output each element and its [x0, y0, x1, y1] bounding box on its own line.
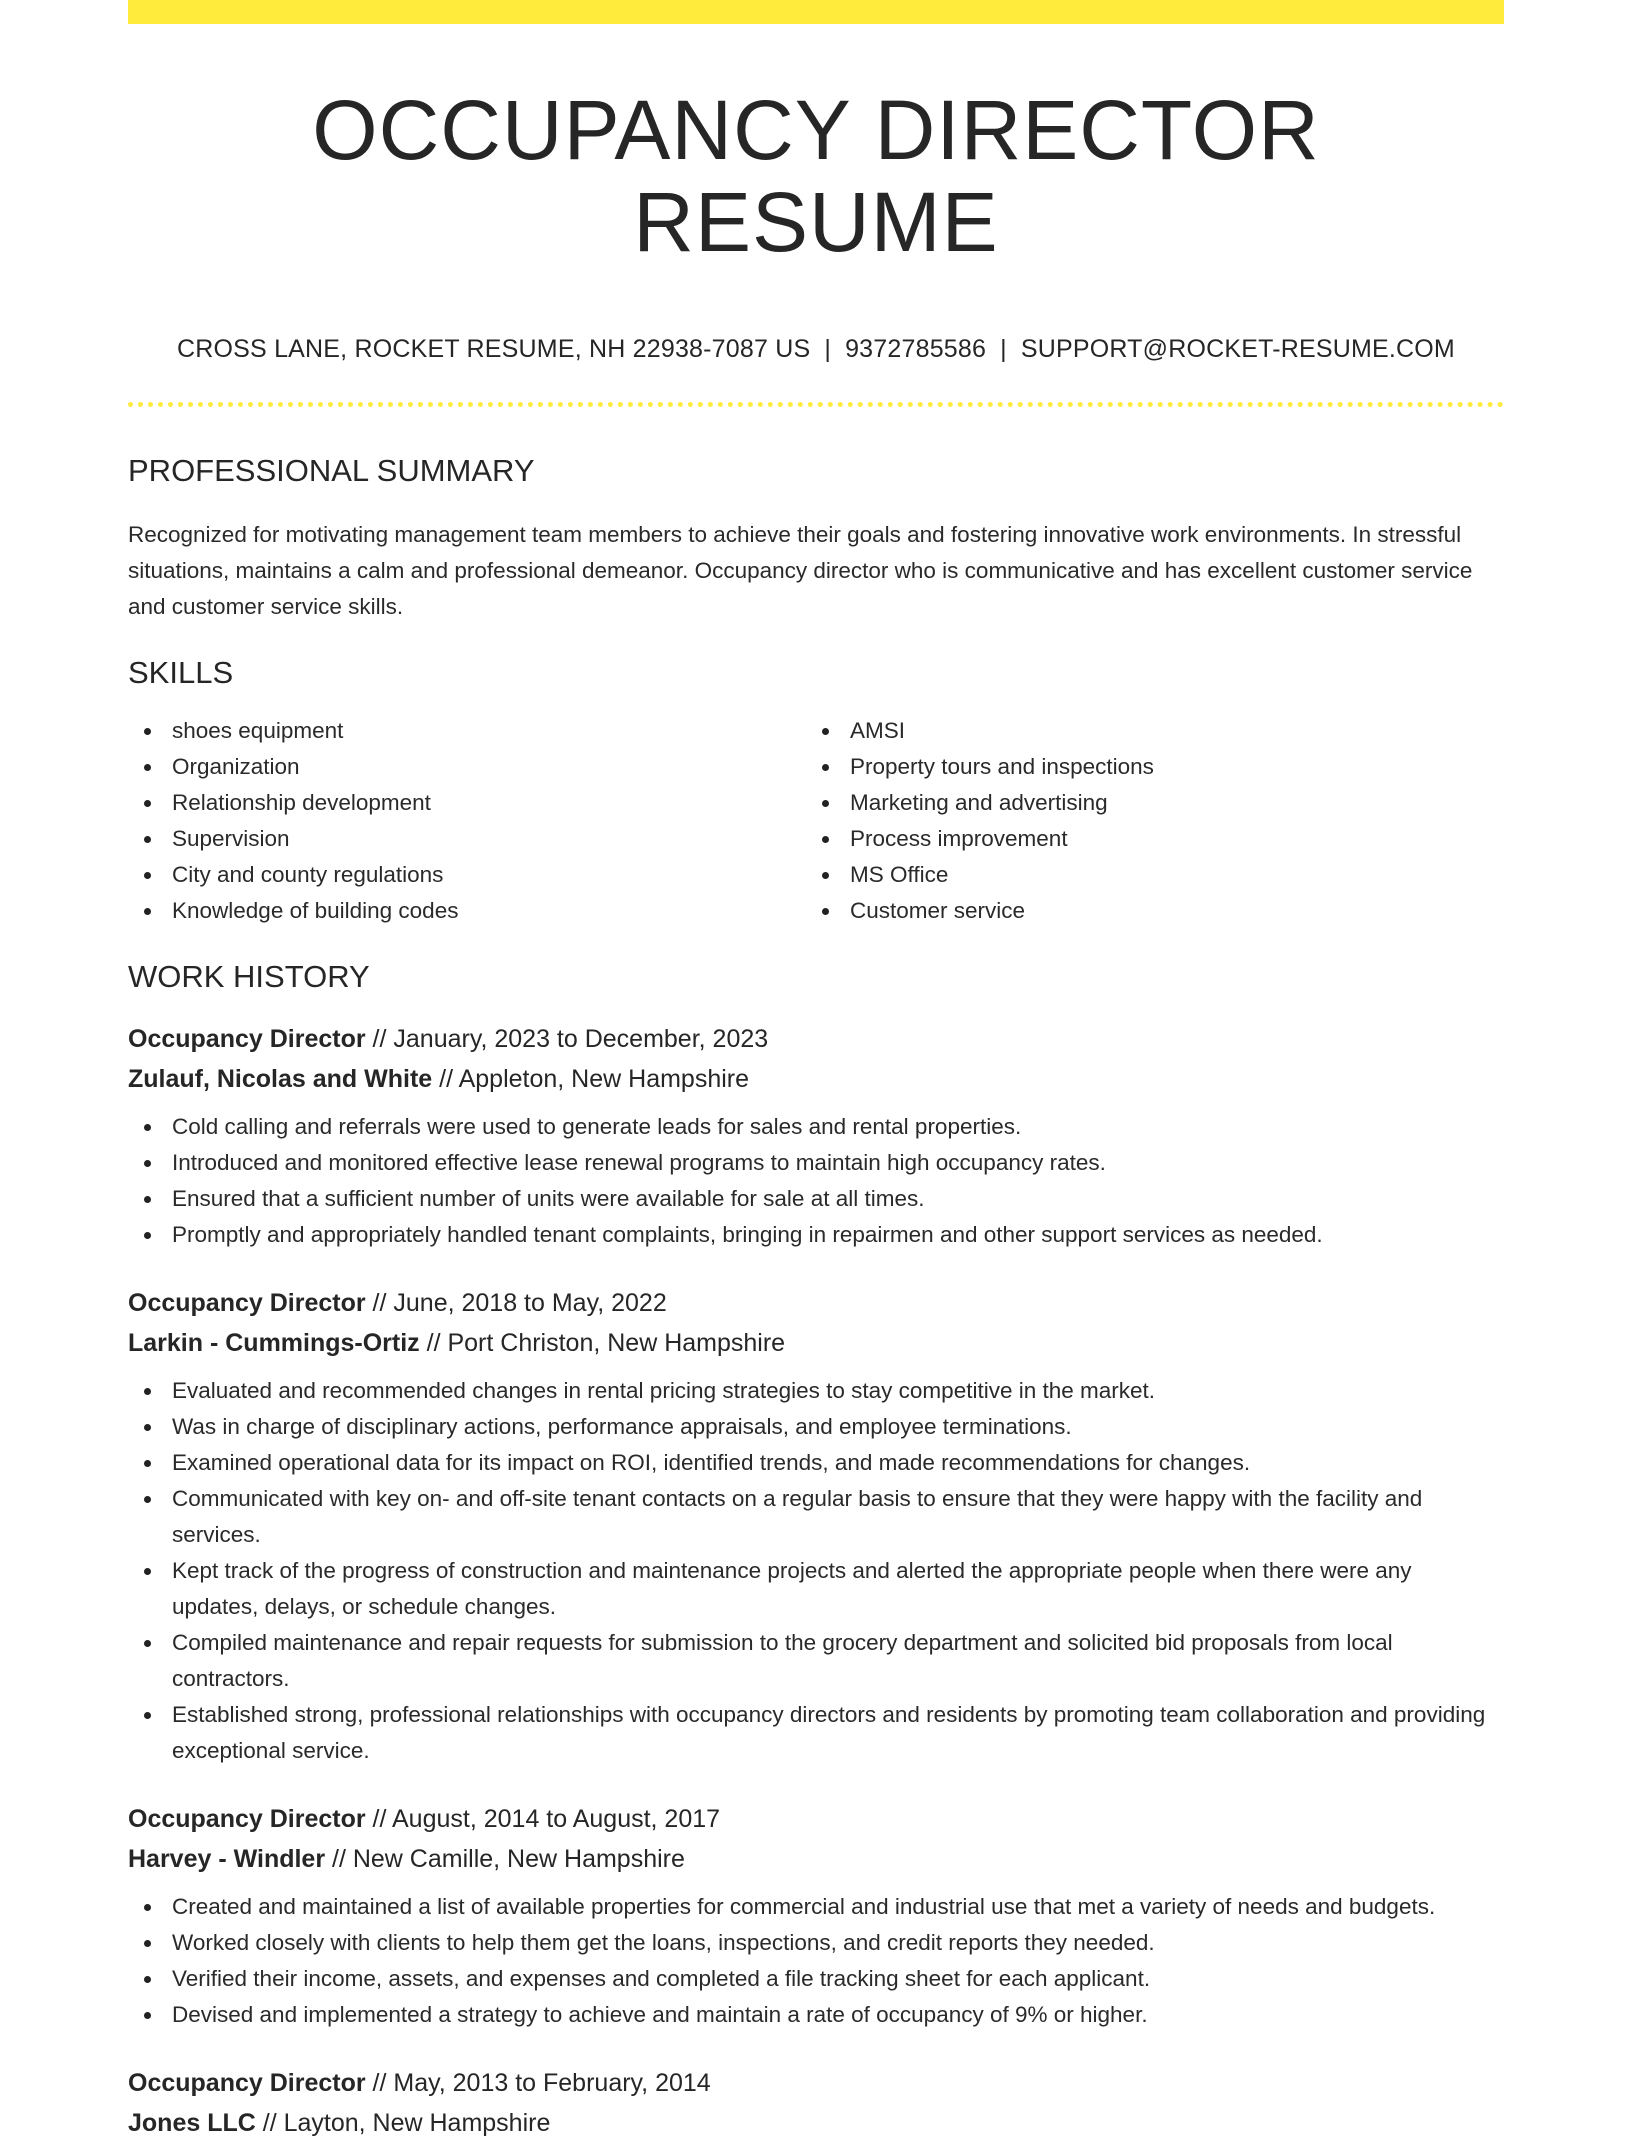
- bullet-icon: [144, 908, 151, 915]
- list-item-text: Property tours and inspections: [850, 753, 1154, 779]
- list-item-text: Marketing and advertising: [850, 789, 1108, 815]
- list-item-text: Supervision: [172, 825, 290, 851]
- list-item: [128, 1217, 1504, 1253]
- skills-heading: SKILLS: [128, 654, 234, 690]
- list-item: [128, 857, 806, 893]
- top-accent-bar: [128, 0, 1504, 24]
- skills-column-right: [806, 713, 1484, 929]
- list-item-text: Kept track of the progress of construction and maintenance projects and alerted the appropriate people when there were any updates, delays, or schedule changes.: [172, 1557, 1412, 1619]
- job-entry: [128, 1283, 1504, 1769]
- bullet-icon: [144, 1712, 151, 1719]
- job-title-line: [128, 1019, 1504, 1059]
- list-item: [806, 785, 1484, 821]
- bullet-icon: [144, 764, 151, 771]
- list-item: [128, 893, 806, 929]
- skills-list: [128, 713, 1504, 929]
- job-dates: // May, 2013 to February, 2014: [372, 2068, 711, 2097]
- job-bullets: [128, 1109, 1504, 1253]
- bullet-icon: [822, 728, 829, 735]
- list-item-text: City and county regulations: [172, 861, 444, 887]
- bullet-icon: [144, 1940, 151, 1947]
- contact-line: [128, 335, 1504, 364]
- job-location: // Port Christon, New Hampshire: [426, 1328, 786, 1357]
- list-item: [128, 1109, 1504, 1145]
- bullet-icon: [144, 836, 151, 843]
- list-item-text: Relationship development: [172, 789, 431, 815]
- bullet-icon: [144, 872, 151, 879]
- list-item: [128, 1889, 1504, 1925]
- job-title: Occupancy Director: [128, 2068, 366, 2097]
- job-company-line: [128, 1323, 1504, 1363]
- list-item-text: Was in charge of disciplinary actions, performance appraisals, and employee terminations.: [172, 1413, 1072, 1439]
- job-title-line: [128, 1283, 1504, 1323]
- list-item: [128, 1445, 1504, 1481]
- contact-separator: |: [1000, 334, 1007, 363]
- list-item-text: Process improvement: [850, 825, 1068, 851]
- job-dates: // June, 2018 to May, 2022: [372, 1288, 667, 1317]
- summary-heading: PROFESSIONAL SUMMARY: [128, 452, 535, 488]
- list-item: [128, 1997, 1504, 2033]
- work-history-heading: WORK HISTORY: [128, 958, 370, 994]
- list-item-text: Introduced and monitored effective lease renewal programs to maintain high occupancy rates.: [172, 1149, 1106, 1175]
- job-company-line: [128, 1059, 1504, 1099]
- list-item: [806, 749, 1484, 785]
- list-item-text: AMSI: [850, 717, 906, 743]
- bullet-icon: [822, 908, 829, 915]
- list-item: [128, 1925, 1504, 1961]
- job-location: // New Camille, New Hampshire: [332, 1844, 685, 1873]
- list-item-text: Created and maintained a list of available properties for commercial and industrial use that met a variety of needs and budgets.: [172, 1893, 1436, 1919]
- job-bullets: [128, 1889, 1504, 2033]
- list-item: [128, 749, 806, 785]
- job-title-line: [128, 2063, 1504, 2103]
- job-company-line: [128, 1839, 1504, 1879]
- job-location: // Appleton, New Hampshire: [439, 1064, 750, 1093]
- bullet-icon: [144, 1568, 151, 1575]
- list-item: [806, 713, 1484, 749]
- contact-address: CROSS LANE, ROCKET RESUME, NH 22938-7087 US: [177, 334, 811, 363]
- list-item-text: Established strong, professional relationships with occupancy directors and residents by promoting team collaboration and providing exceptional service.: [172, 1701, 1486, 1763]
- list-item: [128, 713, 806, 749]
- list-item-text: Devised and implemented a strategy to achieve and maintain a rate of occupancy of 9% or higher.: [172, 2001, 1148, 2027]
- job-company: Jones LLC: [128, 2108, 256, 2137]
- job-dates: // August, 2014 to August, 2017: [372, 1804, 721, 1833]
- job-title: Occupancy Director: [128, 1804, 366, 1833]
- bullet-icon: [822, 836, 829, 843]
- bullet-icon: [144, 1232, 151, 1239]
- list-item-text: Promptly and appropriately handled tenant complaints, bringing in repairmen and other support services as needed.: [172, 1221, 1323, 1247]
- list-item: [128, 1145, 1504, 1181]
- job-dates: // January, 2023 to December, 2023: [372, 1024, 769, 1053]
- bullet-icon: [144, 728, 151, 735]
- bullet-icon: [822, 800, 829, 807]
- list-item: [128, 1961, 1504, 1997]
- job-entry: [128, 1019, 1504, 1253]
- bullet-icon: [144, 1460, 151, 1467]
- work-history-list: [128, 1019, 1504, 2143]
- summary-text: Recognized for motivating management team members to achieve their goals and fostering innovative work environments. In stressful situations, maintains a calm and professional demeanor. Occupancy director who is communicative and has excellent customer service and customer service skills.: [128, 521, 1473, 619]
- job-company-line: [128, 2103, 1504, 2143]
- job-entry: [128, 2063, 1504, 2143]
- list-item: [128, 1373, 1504, 1409]
- list-item: [128, 1409, 1504, 1445]
- list-item-text: Verified their income, assets, and expenses and completed a file tracking sheet for each applicant.: [172, 1965, 1151, 1991]
- contact-phone: 9372785586: [845, 334, 987, 363]
- list-item-text: Evaluated and recommended changes in rental pricing strategies to stay competitive in the market.: [172, 1377, 1156, 1403]
- job-title: Occupancy Director: [128, 1024, 366, 1053]
- bullet-icon: [144, 1904, 151, 1911]
- bullet-icon: [144, 1388, 151, 1395]
- bullet-icon: [144, 1640, 151, 1647]
- job-entry: [128, 1799, 1504, 2033]
- list-item-text: shoes equipment: [172, 717, 344, 743]
- list-item-text: Ensured that a sufficient number of units were available for sale at all times.: [172, 1185, 925, 1211]
- list-item-text: Organization: [172, 753, 300, 779]
- bullet-icon: [144, 1196, 151, 1203]
- job-company: Harvey - Windler: [128, 1844, 326, 1873]
- list-item-text: Cold calling and referrals were used to generate leads for sales and rental properties.: [172, 1113, 1022, 1139]
- list-item-text: Knowledge of building codes: [172, 897, 459, 923]
- bullet-icon: [144, 1160, 151, 1167]
- list-item: [128, 785, 806, 821]
- resume-page: [128, 0, 1504, 2143]
- resume-title: OCCUPANCY DIRECTOR RESUME: [312, 83, 1320, 270]
- list-item-text: Compiled maintenance and repair requests for submission to the grocery department and solicited bid proposals from local contractors.: [172, 1629, 1393, 1691]
- contact-email: SUPPORT@ROCKET-RESUME.COM: [1020, 334, 1455, 363]
- job-bullets: [128, 1373, 1504, 1769]
- list-item: [128, 1553, 1504, 1625]
- job-location: // Layton, New Hampshire: [262, 2108, 551, 2137]
- list-item: [806, 821, 1484, 857]
- bullet-icon: [822, 764, 829, 771]
- skills-column-left: [128, 713, 806, 929]
- list-item: [128, 1481, 1504, 1553]
- bullet-icon: [144, 1424, 151, 1431]
- bullet-icon: [144, 2012, 151, 2019]
- list-item-text: Customer service: [850, 897, 1026, 923]
- bullet-icon: [144, 1496, 151, 1503]
- list-item: [128, 1697, 1504, 1769]
- job-company: Larkin - Cummings-Ortiz: [128, 1328, 420, 1357]
- list-item: [128, 1625, 1504, 1697]
- list-item-text: Examined operational data for its impact on ROI, identified trends, and made recommendations for changes.: [172, 1449, 1251, 1475]
- list-item: [806, 893, 1484, 929]
- job-title-line: [128, 1799, 1504, 1839]
- list-item-text: Worked closely with clients to help them get the loans, inspections, and credit reports they needed.: [172, 1929, 1155, 1955]
- list-item-text: MS Office: [850, 861, 949, 887]
- job-title: Occupancy Director: [128, 1288, 366, 1317]
- bullet-icon: [144, 1976, 151, 1983]
- bullet-icon: [144, 1124, 151, 1131]
- bullet-icon: [822, 872, 829, 879]
- list-item-text: Communicated with key on- and off-site tenant contacts on a regular basis to ensure that they were happy with the facility and services.: [172, 1485, 1423, 1547]
- dotted-divider: [128, 402, 1504, 407]
- job-company: Zulauf, Nicolas and White: [128, 1064, 433, 1093]
- list-item: [806, 857, 1484, 893]
- bullet-icon: [144, 800, 151, 807]
- list-item: [128, 821, 806, 857]
- list-item: [128, 1181, 1504, 1217]
- contact-separator: |: [824, 334, 832, 363]
